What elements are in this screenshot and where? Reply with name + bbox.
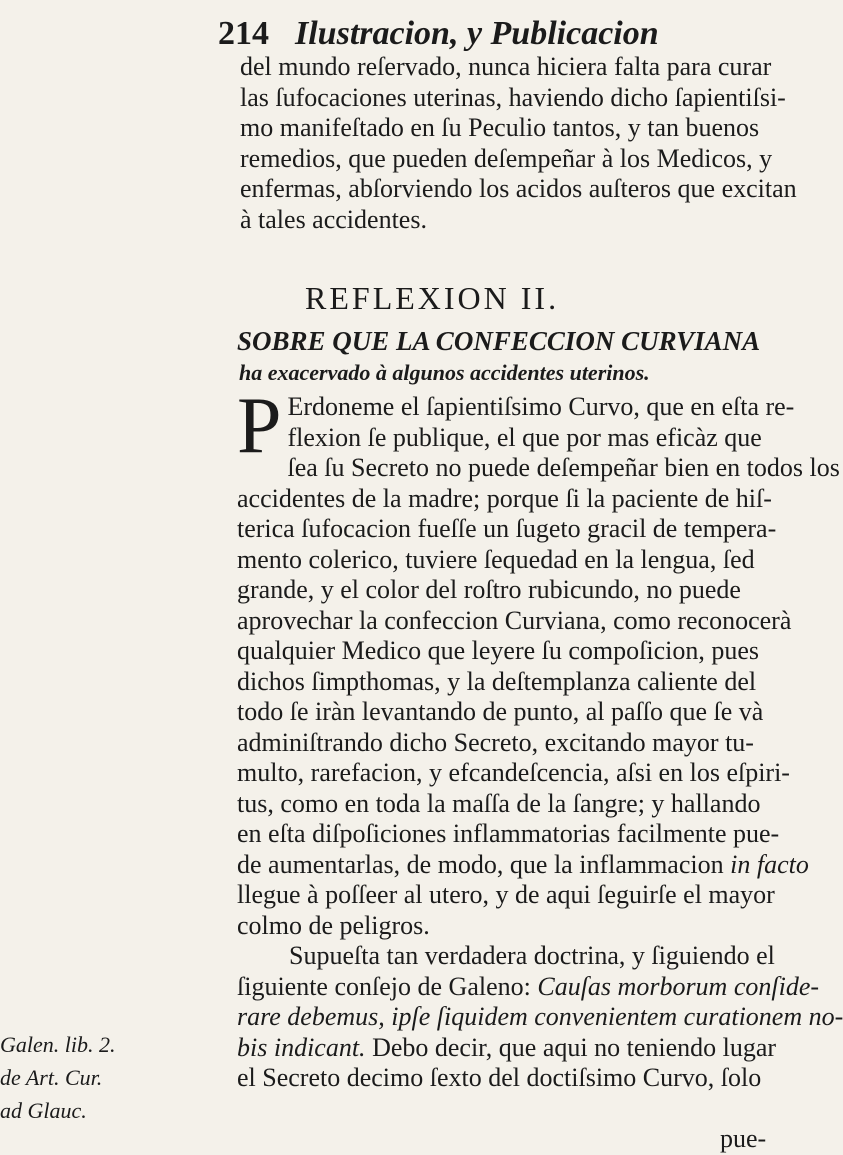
drop-cap: P: [237, 382, 282, 470]
text-line: en eſta diſpoſiciones inflammatorias facilmente pue-: [237, 819, 780, 848]
main-text: [237, 382, 843, 1094]
text-line: aprovechar la confeccion Curviana, como reconocerà: [237, 605, 792, 635]
text-line: flexion ſe publique, el que por mas eficàz que: [287, 422, 762, 452]
subtitle-line-2: ha exacervado à algunos accidentes uterinos.: [239, 360, 650, 385]
top-paragraph: [240, 52, 800, 235]
latin-phrase: in facto: [730, 849, 809, 879]
text-line: adminiſtrando dicho Secreto, excitando mayor tu-: [237, 727, 754, 757]
text-segment: Supueſta tan verdadera doctrina, y ſiguiendo el: [289, 941, 775, 970]
subtitle-line-1: SOBRE QUE LA CONFECCION CURVIANA: [237, 326, 761, 356]
margin-note-line: ad Glauc.: [0, 1098, 87, 1123]
latin-quote: Cauſas morborum conſide-: [537, 971, 820, 1001]
section-heading: REFLEXION II.: [305, 280, 560, 316]
text-segment: de aumentarlas, de modo, que la inflammacion: [237, 849, 731, 879]
text-line: todo ſe iràn levantando de punto, al paſſo que ſe và: [237, 697, 764, 726]
text-line: tus, como en toda la maſſa de la ſangre; y hallando: [237, 788, 761, 818]
text-line: [237, 1033, 802, 1064]
text-line: grande, y el color del roſtro rubicundo, no puede: [237, 575, 741, 604]
page-number: 214: [218, 15, 269, 52]
latin-quote: bis indicant.: [237, 1032, 366, 1062]
text-line: mento colerico, tuviere ſequedad en la lengua, ſed: [237, 544, 755, 574]
catchword: pue-: [720, 1124, 767, 1153]
text-line: qualquier Medico que leyere ſu compoſicion, pues: [237, 636, 760, 665]
running-title: Ilustracion, y Publicacion: [295, 15, 659, 52]
margin-note: [0, 1028, 135, 1127]
text-line: à tales accidentes.: [240, 204, 427, 234]
margin-note-line: de Art. Cur.: [0, 1065, 103, 1090]
text-line: remedios, que pueden deſempeñar à los Medicos, y: [240, 143, 773, 173]
text-line: del mundo reſervado, nunca hiciera falta para curar: [240, 52, 772, 81]
text-line: llegue à poſſeer al utero, y de aqui ſeguirſe el mayor: [237, 880, 775, 909]
text-line: el Secreto decimo ſexto del doctiſsimo Curvo, ſolo: [237, 1063, 762, 1092]
text-line: [237, 849, 809, 881]
text-line: accidentes de la madre; porque ſi la paciente de hiſ-: [237, 483, 772, 513]
text-line: multo, rarefacion, y efcandeſcencia, aſsi en los eſpiri-: [237, 758, 790, 787]
latin-quote-line: rare debemus, ipſe ſiquidem convenientem curationem no-: [237, 1002, 843, 1031]
margin-note-line: Galen. lib. 2.: [0, 1032, 116, 1057]
text-line: ſea ſu Secreto no puede deſempeñar bien en todos los: [287, 453, 840, 482]
text-line: colmo de peligros.: [237, 910, 430, 940]
text-line: dichos ſimpthomas, y la deſtemplanza caliente del: [237, 666, 757, 696]
text-line: las ſufocaciones uterinas, haviendo dicho ſapientiſsi-: [240, 82, 786, 112]
text-segment: ſiguiente conſejo de Galeno:: [237, 971, 538, 1001]
page-header: [218, 14, 698, 54]
text-line: [237, 971, 820, 1003]
text-line: mo manifeſtado en ſu Peculio tantos, y tan buenos: [240, 113, 760, 142]
text-segment: Debo decir, que aqui no teniendo lugar: [365, 1032, 777, 1062]
text-line: enfermas, abſorviendo los acidos auſteros que excitan: [240, 174, 797, 203]
text-line: [237, 941, 802, 972]
text-line: Erdoneme el ſapientiſsimo Curvo, que en eſta re-: [287, 392, 795, 421]
section-subtitle: [237, 325, 797, 389]
text-line: terica ſufocacion fueſſe un ſugeto gracil de tempera-: [237, 514, 777, 543]
